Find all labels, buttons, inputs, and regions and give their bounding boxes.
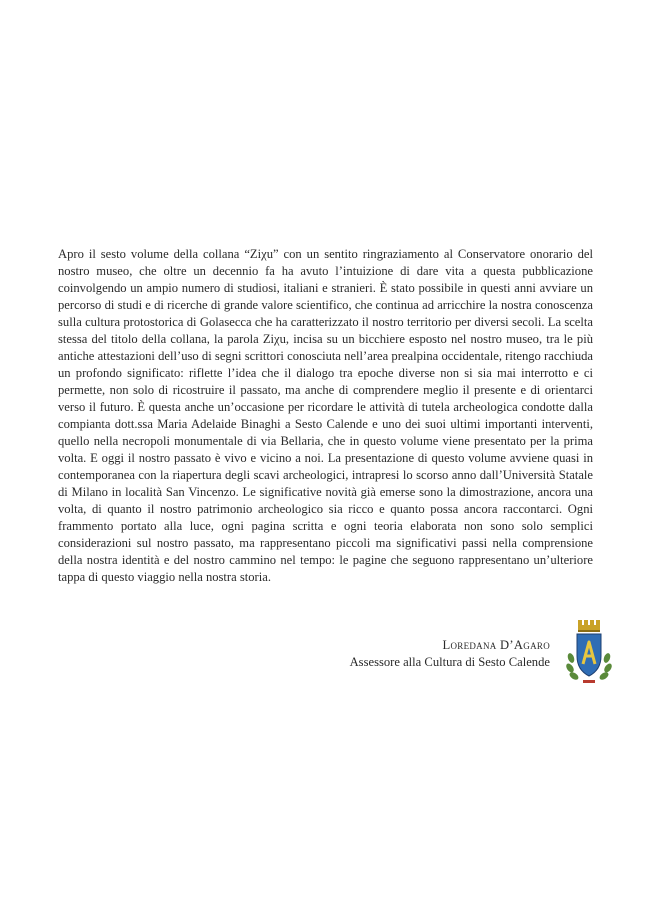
- crown-icon: [578, 620, 600, 632]
- signatory-role: Assessore alla Cultura di Sesto Calende: [349, 655, 550, 669]
- body-paragraph: Apro il sesto volume della collana “Ziχu” con un sentito ringraziamento al Conservatore onorario del nostro museo, che oltre un decennio fa ha avuto l’intuizione di dare vita a questa pubblicazione coinvolgendo un ampio numero di studiosi, italiani e stranieri. È stato possibile in questi anni avviare un percorso di studi e di ricerche di grande valore scientifico, che continua ad arricchire la nostra conoscenza sulla cultura protostorica di Golasecca che ha caratterizzato il nostro territorio per diversi secoli. La scelta stessa del titolo della collana, la parola Ziχu, incisa su un bicchiere esposto nel nostro museo, tra le più antiche attestazioni dell’uso di segni scrittori conosciuta nell’area prealpina occidentale, ritengo racchiuda un profondo significato: riflette l’idea che il dialogo tra epoche diverse non si sia mai interrotto e ci permette, non solo di ricostruire il passato, ma anche di comprendere meglio il presente e di orientarci verso il futuro. È questa anche un’occasione per ricordare le attività di tutela archeologica condotte dalla compianta dott.ssa Maria Adelaide Binaghi a Sesto Calende e uno dei suoi ultimi importanti interventi, quello nella necropoli monumentale di via Bellaria, che in questo volume viene presentato per la prima volta. E oggi il nostro passato è vivo e vicino a noi. La presentazione di questo volume avviene quasi in contemporanea con la riapertura degli scavi archeologici, intrapresi lo scorso anno dall’Università Statale di Milano in località San Vincenzo. Le significative novità già emerse sono la dimostrazione, ancora una volta, di quanto il nostro patrimonio archeologico sia ricco e quanto possa ancora raccontarci. Ogni frammento portato alla luce, ogni pagina scritta e ogni teoria elaborata non sono solo semplici considerazioni sul nostro passato, ma rappresentano piccoli ma significativi passi nella comprensione della nostra identità e del nostro cammino nel tempo: le pagine che seguono rappresentano un’ulteriore tappa di questo viaggio nella nostra storia.: [58, 247, 593, 584]
- municipal-coat-of-arms-icon: [565, 618, 613, 686]
- signatory-name: Loredana D’Agaro: [442, 638, 550, 652]
- shield-icon: [577, 634, 601, 676]
- signature-block: [350, 637, 550, 671]
